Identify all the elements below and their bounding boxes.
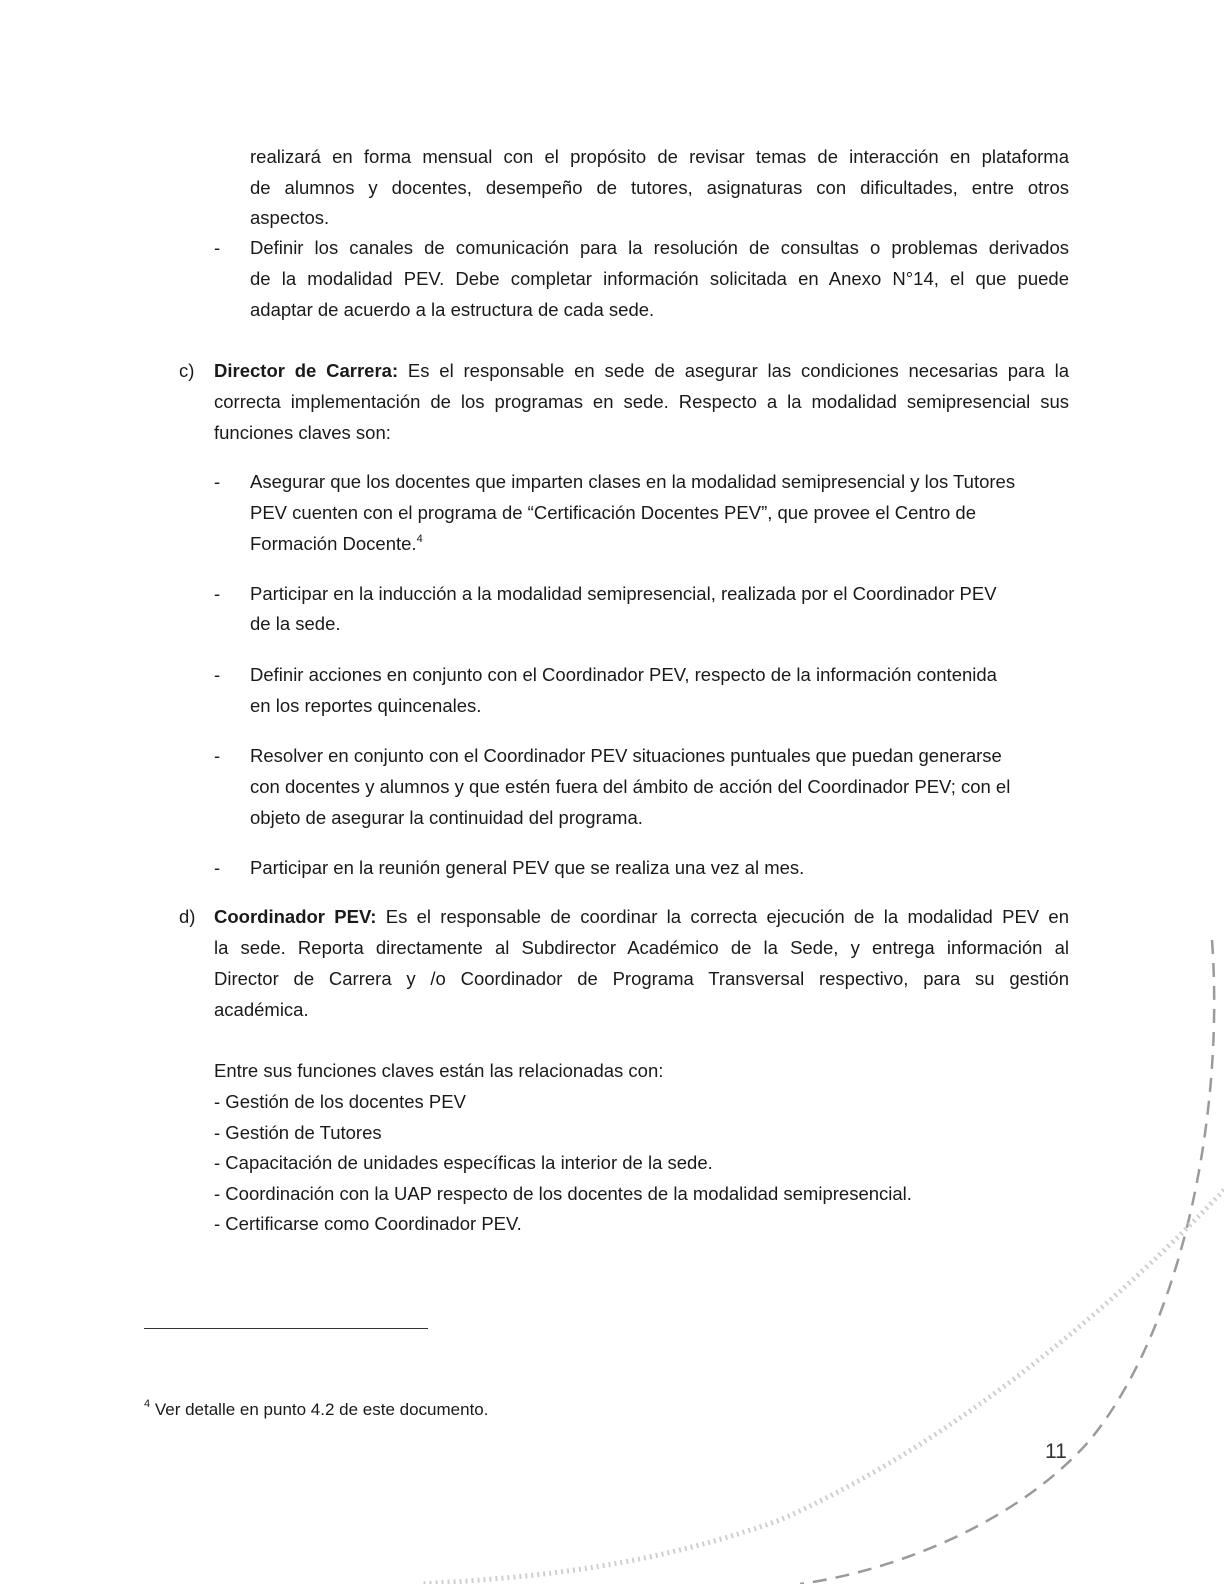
- bullet-line-with-footnote: [250, 528, 423, 559]
- footnote-marker: 4: [144, 1398, 151, 1410]
- footnote-separator: [144, 1328, 428, 1329]
- section-d-line: Director de Carrera y /o Coordinador de Programa Transversal respectivo, para su gestión: [214, 968, 1069, 989]
- section-d-line: la sede. Reporta directamente al Subdirector Académico de la Sede, y entrega información al: [214, 937, 1069, 958]
- function-item: - Certificarse como Coordinador PEV.: [214, 1213, 522, 1234]
- bullet-dash: -: [214, 583, 221, 604]
- bullet-dash: -: [214, 237, 221, 258]
- footnote-text: Ver detalle en punto 4.2 de este documento.: [150, 1400, 489, 1419]
- footnote: [144, 1398, 488, 1422]
- continuation-line-3: aspectos.: [250, 207, 330, 228]
- bullet-line: Definir los canales de comunicación para la resolución de consultas o problemas derivados: [250, 237, 1069, 258]
- function-item: - Gestión de Tutores: [214, 1122, 382, 1143]
- section-d-first-line: [214, 901, 1069, 932]
- section-c-label: c): [179, 360, 195, 381]
- section-d-label: d): [179, 906, 196, 927]
- section-c-first-line-text: Es el responsable en sede de asegurar las condiciones necesarias para la: [398, 360, 1069, 381]
- dotted-arc: [420, 1190, 1224, 1584]
- dashed-arc: [800, 940, 1214, 1584]
- bullet-line: con docentes y alumnos y que estén fuera del ámbito de acción del Coordinador PEV; con el: [250, 776, 1011, 797]
- page-number: 11: [1045, 1440, 1067, 1463]
- section-c-line: correcta implementación de los programas en sede. Respecto a la modalidad semipresencial sus: [214, 391, 1069, 412]
- section-d-title: Coordinador PEV:: [214, 906, 377, 927]
- bullet-line: en los reportes quincenales.: [250, 695, 482, 716]
- bullet-line: Definir acciones en conjunto con el Coordinador PEV, respecto de la información contenida: [250, 664, 997, 685]
- bullet-line: PEV cuenten con el programa de “Certificación Docentes PEV”, que provee el Centro de: [250, 502, 977, 523]
- bullet-dash: -: [214, 857, 221, 878]
- bullet-line: de la sede.: [250, 613, 341, 634]
- bullet-line: Participar en la reunión general PEV que se realiza una vez al mes.: [250, 857, 805, 878]
- function-item: - Capacitación de unidades específicas la interior de la sede.: [214, 1152, 713, 1173]
- bullet-dash: -: [214, 745, 221, 766]
- bullet-line-text: Formación Docente.: [250, 533, 417, 554]
- continuation-line-2: de alumnos y docentes, desempeño de tutores, asignaturas con dificultades, entre otros: [250, 177, 1069, 198]
- bullet-line: Asegurar que los docentes que imparten clases en la modalidad semipresencial y los Tutores: [250, 471, 1016, 492]
- section-d-line: académica.: [214, 999, 309, 1020]
- continuation-line-1: realizará en forma mensual con el propósito de revisar temas de interacción en plataforma: [250, 146, 1069, 167]
- bullet-line: Resolver en conjunto con el Coordinador PEV situaciones puntuales que puedan generarse: [250, 745, 1002, 766]
- section-d-first-line-text: Es el responsable de coordinar la correcta ejecución de la modalidad PEV en: [376, 906, 1069, 927]
- bullet-line: adaptar de acuerdo a la estructura de cada sede.: [250, 299, 655, 320]
- bullet-line: objeto de asegurar la continuidad del programa.: [250, 807, 643, 828]
- function-item: - Coordinación con la UAP respecto de los docentes de la modalidad semipresencial.: [214, 1183, 912, 1204]
- bullet-dash: -: [214, 471, 221, 492]
- bullet-dash: -: [214, 664, 221, 685]
- section-c-title: Director de Carrera:: [214, 360, 399, 381]
- footnote-ref[interactable]: 4: [416, 533, 423, 545]
- bullet-line: de la modalidad PEV. Debe completar información solicitada en Anexo N°14, el que puede: [250, 268, 1069, 289]
- section-c-first-line: [214, 355, 1069, 386]
- function-item: - Gestión de los docentes PEV: [214, 1091, 466, 1112]
- section-d-intro: Entre sus funciones claves están las relacionadas con:: [214, 1060, 664, 1081]
- bullet-line: Participar en la inducción a la modalidad semipresencial, realizada por el Coordinador PEV: [250, 583, 997, 604]
- section-c-line: funciones claves son:: [214, 422, 391, 443]
